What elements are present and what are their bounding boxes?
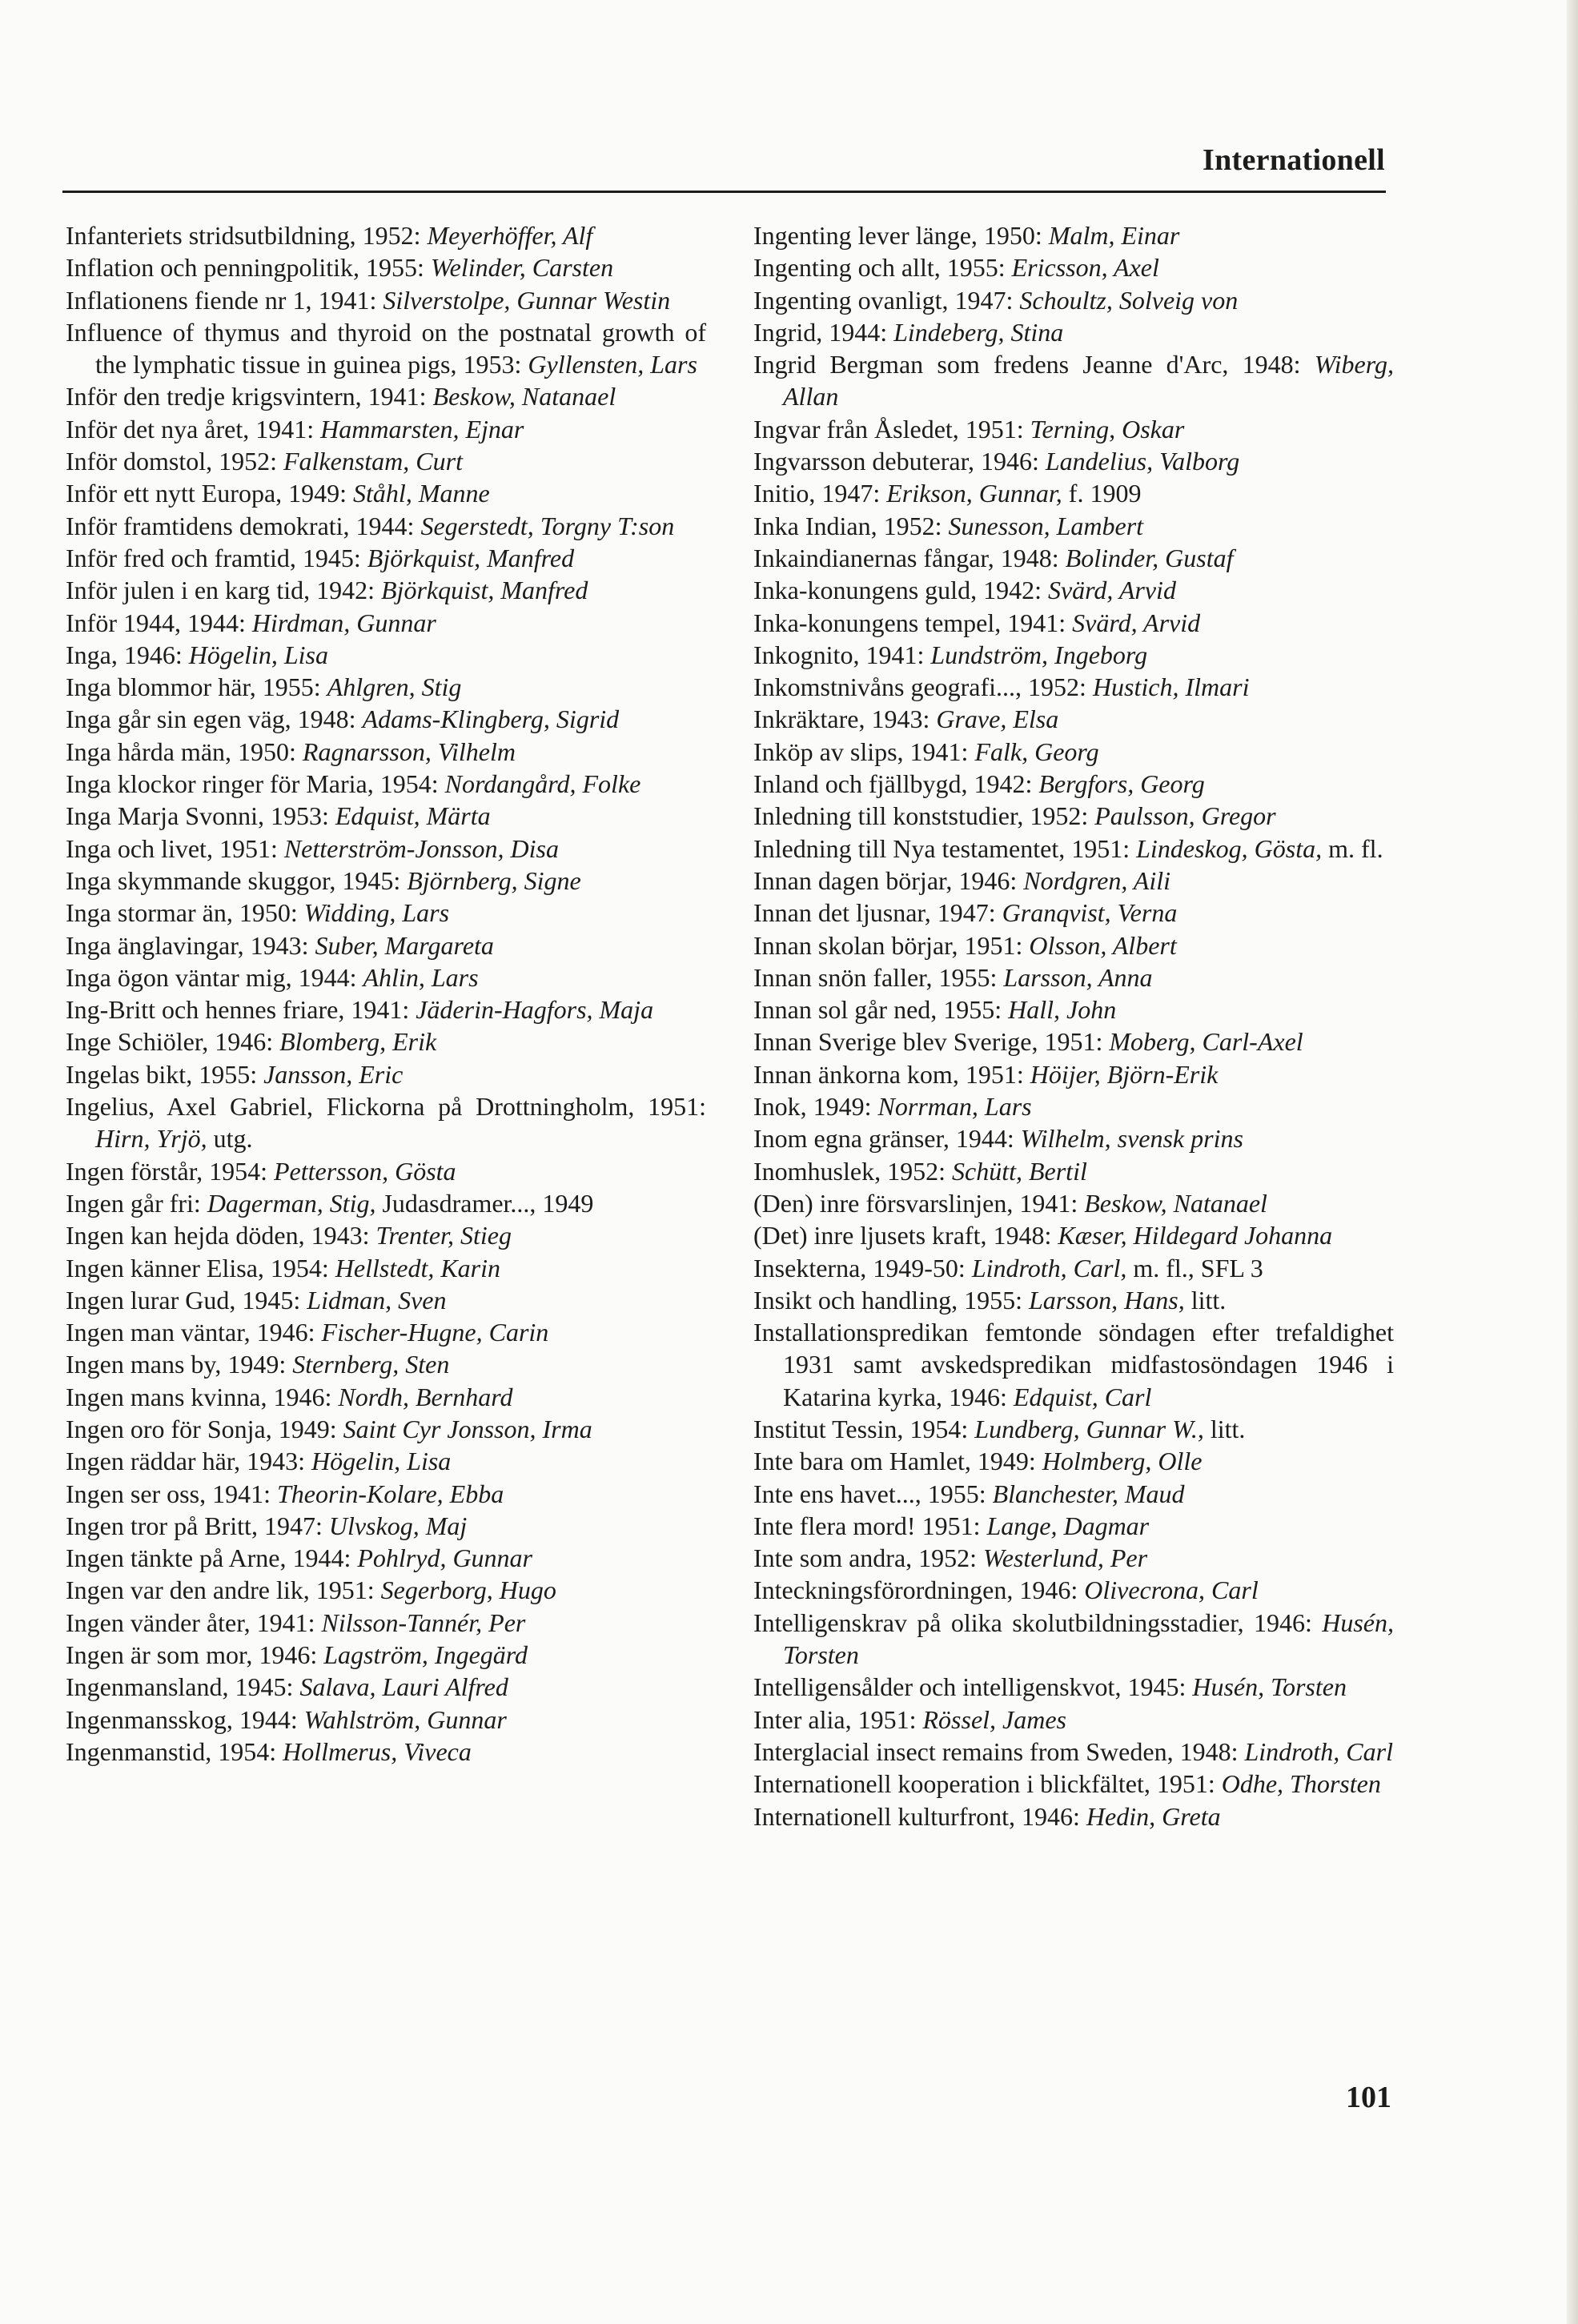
- index-entry: [753, 1026, 1394, 1058]
- entry-author: Sternberg, Sten: [292, 1350, 450, 1379]
- index-entry: [66, 284, 706, 316]
- entry-title: Ingen vänder åter, 1941:: [66, 1608, 322, 1637]
- entry-title: Innan snön faller, 1955:: [753, 962, 1004, 992]
- entry-title: Installationspredikan femtonde söndagen efter trefaldighet 1931 samt avskedspredikan midfastosöndagen 1946 i Katarina kyrka, 1946:: [753, 1318, 1394, 1411]
- index-entry: [753, 1607, 1394, 1672]
- entry-author: Wahlström, Gunnar: [303, 1704, 507, 1734]
- entry-author: Falkenstam, Curt: [283, 447, 463, 476]
- index-entry: [753, 1090, 1394, 1122]
- index-entry: [753, 1671, 1394, 1703]
- entry-author: Bolinder, Gustaf: [1065, 543, 1234, 572]
- entry-title: Inga klockor ringer för Maria, 1954:: [66, 769, 445, 799]
- entry-title: Ingen räddar här, 1943:: [66, 1447, 312, 1476]
- index-entry: [66, 316, 706, 381]
- entry-title: Inför ett nytt Europa, 1949:: [66, 479, 354, 508]
- index-entry: [66, 251, 706, 283]
- index-entry: [753, 1187, 1394, 1219]
- entry-title: Ingen tror på Britt, 1947:: [66, 1511, 329, 1540]
- entry-author: Gyllensten, Lars: [528, 350, 697, 379]
- entry-author: Beskow, Natanael: [432, 382, 616, 411]
- entry-title: Inte som andra, 1952:: [753, 1543, 984, 1573]
- index-entry: [66, 1284, 706, 1316]
- entry-title: Infanteriets stridsutbildning, 1952:: [66, 221, 428, 250]
- index-entry: [66, 1026, 706, 1058]
- entry-note: f. 1909: [1062, 479, 1142, 508]
- entry-author: Ahlin, Lars: [363, 962, 479, 992]
- entry-author: Segerborg, Hugo: [380, 1575, 556, 1605]
- entry-author: Olsson, Albert: [1029, 930, 1177, 960]
- entry-title: Inga stormar än, 1950:: [66, 898, 304, 928]
- index-entry: [753, 800, 1394, 832]
- index-entry: [753, 1542, 1394, 1574]
- entry-author: Larsson, Hans,: [1028, 1285, 1185, 1315]
- index-entry: [66, 1736, 706, 1768]
- entry-author: Högelin, Lisa: [188, 640, 328, 669]
- entry-author: Björkquist, Manfred: [367, 543, 575, 572]
- entry-author: Schoultz, Solveig von: [1019, 285, 1239, 315]
- index-entry: [66, 1542, 706, 1574]
- entry-title: Innan dagen börjar, 1946:: [753, 865, 1024, 895]
- entry-author: Westerlund, Per: [983, 1543, 1148, 1573]
- index-entry: [753, 1768, 1394, 1800]
- entry-title: Ingen var den andre lik, 1951:: [66, 1575, 381, 1605]
- entry-author: Lindroth, Carl: [1244, 1736, 1393, 1766]
- index-entry: [66, 510, 706, 542]
- entry-title: Inga hårda män, 1950:: [66, 737, 303, 766]
- index-entry: [66, 736, 706, 768]
- entry-title: Inga blommor här, 1955:: [66, 672, 327, 702]
- index-entry: [66, 1671, 706, 1703]
- index-entry: [753, 1252, 1394, 1284]
- entry-author: Ericsson, Axel: [1011, 253, 1159, 283]
- entry-title: Ingen oro för Sonja, 1949:: [66, 1414, 343, 1443]
- entry-title: Ingen mans by, 1949:: [66, 1350, 293, 1379]
- entry-title: Ingvarsson debuterar, 1946:: [753, 447, 1046, 476]
- entry-author: Dagerman, Stig,: [207, 1188, 376, 1218]
- entry-author: Falk, Georg: [974, 737, 1099, 766]
- entry-title: Ing-Britt och hennes friare, 1941:: [66, 995, 416, 1025]
- index-entry: [753, 348, 1394, 413]
- entry-author: Salava, Lauri Alfred: [299, 1672, 508, 1702]
- entry-author: Ahlgren, Stig: [327, 672, 462, 702]
- entry-title: Intelligenskrav på olika skolutbildningsstadier, 1946:: [753, 1608, 1323, 1637]
- entry-author: Edquist, Märta: [335, 801, 491, 831]
- entry-title: Ingen förstår, 1954:: [66, 1156, 274, 1186]
- index-entry: [66, 639, 706, 671]
- index-entry: [66, 1155, 706, 1187]
- entry-author: Malm, Einar: [1048, 221, 1180, 250]
- entry-title: Inkomstnivåns geografi..., 1952:: [753, 672, 1093, 702]
- entry-author: Lindeberg, Stina: [893, 317, 1064, 347]
- entry-author: Edquist, Carl: [1013, 1382, 1152, 1411]
- index-entry: [753, 219, 1394, 251]
- entry-title: Inom egna gränser, 1944:: [753, 1124, 1021, 1154]
- index-entry: [66, 1348, 706, 1380]
- index-entry: [753, 1122, 1394, 1154]
- index-entry: [753, 736, 1394, 768]
- entry-author: Husén, Torsten: [783, 1608, 1394, 1670]
- page-number: 101: [1346, 2081, 1391, 2114]
- index-entry: [66, 703, 706, 735]
- entry-title: Inga går sin egen väg, 1948:: [66, 704, 363, 734]
- index-entry: [66, 961, 706, 993]
- entry-note: utg.: [207, 1124, 253, 1154]
- index-entry: [66, 1510, 706, 1542]
- entry-author: Theorin-Kolare, Ebba: [276, 1479, 504, 1508]
- index-entry: [753, 865, 1394, 897]
- entry-title: Ingenting ovanligt, 1947:: [753, 285, 1020, 315]
- entry-title: Inok, 1949:: [753, 1092, 878, 1122]
- entry-title: Inkaindianernas fångar, 1948:: [753, 543, 1066, 572]
- entry-author: Bergfors, Georg: [1038, 769, 1205, 799]
- entry-title: Inga Marja Svonni, 1953:: [66, 801, 335, 831]
- scan-edge: [1567, 0, 1578, 2324]
- entry-title: Ingenting lever länge, 1950:: [753, 221, 1049, 250]
- entry-author: Wilhelm, svensk prins: [1020, 1124, 1243, 1154]
- entry-title: Inga, 1946:: [66, 640, 189, 669]
- entry-author: Welinder, Carsten: [430, 253, 614, 283]
- entry-author: Hall, John: [1008, 995, 1117, 1025]
- index-entry: [66, 607, 706, 639]
- entry-title: Ingen tänkte på Arne, 1944:: [66, 1543, 358, 1573]
- entry-author: Landelius, Valborg: [1045, 447, 1240, 476]
- entry-title: Inköp av slips, 1941:: [753, 737, 975, 766]
- entry-author: Björkquist, Manfred: [381, 576, 588, 605]
- entry-title: Inga skymmande skuggor, 1945:: [66, 865, 408, 895]
- left-column: [66, 219, 706, 1768]
- entry-author: Netterström-Jonsson, Disa: [283, 833, 559, 863]
- entry-author: Norrman, Lars: [877, 1092, 1032, 1122]
- index-entry: [753, 929, 1394, 961]
- entry-author: Hustich, Ilmari: [1092, 672, 1250, 702]
- index-entry: [66, 445, 706, 477]
- entry-author: Lundberg, Gunnar W.,: [974, 1414, 1204, 1443]
- entry-title: Inför 1944, 1944:: [66, 608, 252, 637]
- index-entry: [66, 1090, 706, 1155]
- entry-author: Schütt, Bertil: [951, 1156, 1087, 1186]
- entry-author: Lindroth, Carl,: [971, 1253, 1127, 1282]
- index-entry: [753, 961, 1394, 993]
- index-entry: [66, 993, 706, 1026]
- entry-author: Moberg, Carl-Axel: [1109, 1027, 1303, 1057]
- entry-author: Ståhl, Manne: [353, 479, 490, 508]
- index-entry: [66, 768, 706, 800]
- entry-title: Interglacial insect remains from Sweden, 1948:: [753, 1736, 1245, 1766]
- index-entry: [753, 316, 1394, 348]
- index-entry: [753, 251, 1394, 283]
- entry-title: Inför det nya året, 1941:: [66, 414, 321, 444]
- index-entry: [753, 768, 1394, 800]
- index-entry: [753, 284, 1394, 316]
- entry-title: Initio, 1947:: [753, 479, 887, 508]
- index-entry: [753, 1284, 1394, 1316]
- entry-author: Hollmerus, Viveca: [283, 1736, 472, 1766]
- index-entry: [66, 413, 706, 445]
- entry-note: litt.: [1184, 1285, 1227, 1315]
- index-entry: [66, 574, 706, 606]
- entry-author: Pettersson, Gösta: [273, 1156, 456, 1186]
- entry-title: (Det) inre ljusets kraft, 1948:: [753, 1221, 1058, 1250]
- index-entry: [66, 477, 706, 509]
- entry-author: Lidman, Sven: [307, 1285, 447, 1315]
- entry-note: litt.: [1203, 1414, 1246, 1443]
- entry-note: m. fl.: [1322, 833, 1383, 863]
- entry-title: Inga änglavingar, 1943:: [66, 930, 315, 960]
- entry-note: m. fl., SFL 3: [1126, 1253, 1263, 1282]
- running-head: Internationell: [1203, 143, 1385, 177]
- index-entry: [753, 833, 1394, 865]
- entry-title: Ingen kan hejda döden, 1943:: [66, 1221, 376, 1250]
- entry-title: Ingvar från Åsledet, 1951:: [753, 414, 1030, 444]
- index-entry: [66, 219, 706, 251]
- index-entry: [66, 1252, 706, 1284]
- entry-author: Husén, Torsten: [1192, 1672, 1347, 1702]
- index-entry: [66, 1187, 706, 1219]
- entry-author: Hellstedt, Karin: [335, 1253, 501, 1282]
- entry-title: Ingen mans kvinna, 1946:: [66, 1382, 339, 1411]
- entry-title: Inkräktare, 1943:: [753, 704, 937, 734]
- entry-title: Intelligensålder och intelligenskvot, 1945:: [753, 1672, 1193, 1702]
- entry-author: Hammarsten, Ejnar: [320, 414, 524, 444]
- entry-author: Rössel, James: [922, 1704, 1066, 1734]
- entry-title: Insekterna, 1949-50:: [753, 1253, 972, 1282]
- entry-author: Larsson, Anna: [1003, 962, 1153, 992]
- entry-title: Ingenmansskog, 1944:: [66, 1704, 304, 1734]
- entry-title: Ingrid Bergman som fredens Jeanne d'Arc, 1948:: [753, 350, 1315, 379]
- index-entry: [66, 800, 706, 832]
- entry-title: Inomhuslek, 1952:: [753, 1156, 952, 1186]
- entry-author: Jäderin-Hagfors, Maja: [416, 995, 654, 1025]
- entry-title: Internationell kooperation i blickfältet, 1951:: [753, 1769, 1222, 1799]
- entry-author: Lindeskog, Gösta,: [1136, 833, 1323, 863]
- entry-title: Inka-konungens guld, 1942:: [753, 576, 1048, 605]
- entry-title: Inka Indian, 1952:: [753, 511, 949, 540]
- entry-author: Suber, Margareta: [315, 930, 494, 960]
- entry-title: Ingenmanstid, 1954:: [66, 1736, 283, 1766]
- entry-title: Inledning till konststudier, 1952:: [753, 801, 1095, 831]
- index-entry: [753, 1155, 1394, 1187]
- entry-author: Terning, Oskar: [1030, 414, 1185, 444]
- entry-author: Nordangård, Folke: [444, 769, 641, 799]
- index-entry: [753, 1478, 1394, 1510]
- entry-note: Judasdramer..., 1949: [375, 1188, 594, 1218]
- entry-author: Nordh, Bernhard: [338, 1382, 513, 1411]
- entry-author: Björnberg, Signe: [407, 865, 581, 895]
- entry-author: Sunesson, Lambert: [948, 511, 1144, 540]
- index-entry: [753, 671, 1394, 703]
- entry-author: Beskow, Natanael: [1084, 1188, 1267, 1218]
- entry-title: Inför den tredje krigsvintern, 1941:: [66, 382, 433, 411]
- entry-author: Hirdman, Gunnar: [251, 608, 436, 637]
- index-entry: [66, 1607, 706, 1639]
- index-entry: [753, 1704, 1394, 1736]
- index-entry: [753, 639, 1394, 671]
- entry-title: Inga och livet, 1951:: [66, 833, 284, 863]
- entry-title: Inka-konungens tempel, 1941:: [753, 608, 1073, 637]
- entry-author: Segerstedt, Torgny T:son: [420, 511, 675, 540]
- index-entry: [753, 1219, 1394, 1251]
- entry-author: Granqvist, Verna: [1002, 898, 1178, 928]
- entry-title: Internationell kulturfront, 1946:: [753, 1801, 1086, 1831]
- index-entry: [753, 993, 1394, 1026]
- index-entry: [66, 380, 706, 412]
- header-rule: [62, 191, 1386, 193]
- entry-author: Pohlryd, Gunnar: [357, 1543, 532, 1573]
- entry-title: Ingenting och allt, 1955:: [753, 253, 1012, 283]
- entry-title: Inflationens fiende nr 1, 1941:: [66, 285, 383, 315]
- entry-author: Widding, Lars: [303, 898, 450, 928]
- entry-author: Svärd, Arvid: [1047, 576, 1176, 605]
- entry-author: Ulvskog, Maj: [328, 1511, 468, 1540]
- entry-author: Fischer-Hugne, Carin: [321, 1318, 549, 1347]
- index-entry: [753, 477, 1394, 509]
- entry-title: Institut Tessin, 1954:: [753, 1414, 975, 1443]
- entry-author: Hedin, Greta: [1086, 1801, 1221, 1831]
- entry-title: Inga ögon väntar mig, 1944:: [66, 962, 363, 992]
- entry-title: Innan änkorna kom, 1951:: [753, 1059, 1030, 1089]
- index-entry: [66, 1058, 706, 1090]
- entry-title: Ingrid, 1944:: [753, 317, 894, 347]
- entry-title: Influence of thymus and thyroid on the postnatal growth of the lymphatic tissue in guinea pigs, 1953:: [66, 317, 706, 379]
- index-entry: [66, 865, 706, 897]
- entry-title: Inge Schiöler, 1946:: [66, 1027, 280, 1057]
- entry-title: Inför julen i en karg tid, 1942:: [66, 576, 381, 605]
- entry-title: Innan skolan börjar, 1951:: [753, 930, 1030, 960]
- index-entry: [66, 1316, 706, 1348]
- entry-author: Högelin, Lisa: [311, 1447, 452, 1476]
- entry-title: Ingen lurar Gud, 1945:: [66, 1285, 307, 1315]
- index-entry: [753, 1316, 1394, 1413]
- entry-author: Adams-Klingberg, Sigrid: [362, 704, 620, 734]
- entry-title: Ingen är som mor, 1946:: [66, 1640, 324, 1670]
- index-entry: [66, 671, 706, 703]
- entry-author: Lundström, Ingeborg: [930, 640, 1148, 669]
- entry-author: Meyerhöffer, Alf: [427, 221, 593, 250]
- index-entry: [66, 1445, 706, 1477]
- entry-author: Paulsson, Gregor: [1094, 801, 1276, 831]
- entry-author: Blomberg, Erik: [279, 1027, 437, 1057]
- entry-title: Inte flera mord! 1951:: [753, 1511, 987, 1540]
- right-column: [753, 219, 1394, 1832]
- index-entry: [66, 542, 706, 574]
- index-entry: [753, 607, 1394, 639]
- entry-author: Nordgren, Aili: [1023, 865, 1170, 895]
- entry-title: Ingelius, Axel Gabriel, Flickorna på Drottningholm, 1951:: [66, 1092, 706, 1122]
- entry-title: Innan det ljusnar, 1947:: [753, 898, 1002, 928]
- index-entry: [66, 1413, 706, 1445]
- entry-title: Inteckningsförordningen, 1946:: [753, 1575, 1085, 1605]
- entry-title: Innan sol går ned, 1955:: [753, 995, 1009, 1025]
- index-entry: [66, 1574, 706, 1606]
- entry-author: Trenter, Stieg: [375, 1221, 512, 1250]
- index-entry: [753, 897, 1394, 929]
- entry-title: Inledning till Nya testamentet, 1951:: [753, 833, 1137, 863]
- entry-author: Lange, Dagmar: [986, 1511, 1150, 1540]
- entry-author: Nilsson-Tannér, Per: [321, 1608, 526, 1637]
- index-entry: [753, 1058, 1394, 1090]
- index-entry: [66, 1639, 706, 1671]
- entry-author: Blanchester, Maud: [992, 1479, 1185, 1508]
- entry-author: Hirn, Yrjö,: [95, 1124, 207, 1154]
- entry-author: Olivecrona, Carl: [1084, 1575, 1259, 1605]
- index-entry: [753, 413, 1394, 445]
- entry-title: Inför domstol, 1952:: [66, 447, 283, 476]
- index-entry: [66, 897, 706, 929]
- index-entry: [66, 1704, 706, 1736]
- entry-title: Inflation och penningpolitik, 1955:: [66, 253, 431, 283]
- entry-title: Inför fred och framtid, 1945:: [66, 543, 367, 572]
- index-entry: [753, 1574, 1394, 1606]
- index-entry: [753, 574, 1394, 606]
- entry-title: Ingelas bikt, 1955:: [66, 1059, 264, 1089]
- entry-title: Ingen ser oss, 1941:: [66, 1479, 277, 1508]
- entry-author: Saint Cyr Jonsson, Irma: [343, 1414, 592, 1443]
- entry-title: Inte bara om Hamlet, 1949:: [753, 1447, 1042, 1476]
- entry-title: Insikt och handling, 1955:: [753, 1285, 1029, 1315]
- index-entry: [753, 542, 1394, 574]
- index-entry: [66, 1478, 706, 1510]
- index-entry: [66, 1219, 706, 1251]
- entry-title: Ingen går fri:: [66, 1188, 207, 1218]
- entry-title: Inför framtidens demokrati, 1944:: [66, 511, 421, 540]
- entry-title: Innan Sverige blev Sverige, 1951:: [753, 1027, 1110, 1057]
- entry-title: (Den) inre försvarslinjen, 1941:: [753, 1188, 1085, 1218]
- entry-author: Odhe, Thorsten: [1221, 1769, 1381, 1799]
- index-entry: [753, 1413, 1394, 1445]
- entry-author: Lagström, Ingegärd: [323, 1640, 528, 1670]
- entry-title: Inte ens havet..., 1955:: [753, 1479, 993, 1508]
- entry-title: Ingen man väntar, 1946:: [66, 1318, 322, 1347]
- entry-title: Ingen känner Elisa, 1954:: [66, 1253, 335, 1282]
- entry-author: Erikson, Gunnar,: [886, 479, 1062, 508]
- index-entry: [753, 703, 1394, 735]
- index-entry: [753, 1510, 1394, 1542]
- entry-author: Holmberg, Olle: [1042, 1447, 1203, 1476]
- index-entry: [66, 929, 706, 961]
- index-entry: [66, 1381, 706, 1413]
- entry-author: Kæser, Hildegard Johanna: [1058, 1221, 1333, 1250]
- index-entry: [753, 510, 1394, 542]
- entry-title: Inkognito, 1941:: [753, 640, 931, 669]
- index-entry: [753, 1800, 1394, 1832]
- entry-author: Svärd, Arvid: [1072, 608, 1201, 637]
- entry-title: Inter alia, 1951:: [753, 1704, 923, 1734]
- entry-author: Jansson, Eric: [263, 1059, 404, 1089]
- index-entry: [753, 1736, 1394, 1768]
- entry-title: Inland och fjällbygd, 1942:: [753, 769, 1039, 799]
- entry-author: Wiberg, Allan: [783, 350, 1394, 411]
- entry-author: Silverstolpe, Gunnar Westin: [383, 285, 671, 315]
- index-entry: [753, 1445, 1394, 1477]
- entry-author: Höijer, Björn-Erik: [1030, 1059, 1219, 1089]
- index-entry: [753, 445, 1394, 477]
- index-entry: [66, 833, 706, 865]
- entry-title: Ingenmansland, 1945:: [66, 1672, 300, 1702]
- entry-author: Grave, Elsa: [936, 704, 1059, 734]
- entry-author: Ragnarsson, Vilhelm: [302, 737, 516, 766]
